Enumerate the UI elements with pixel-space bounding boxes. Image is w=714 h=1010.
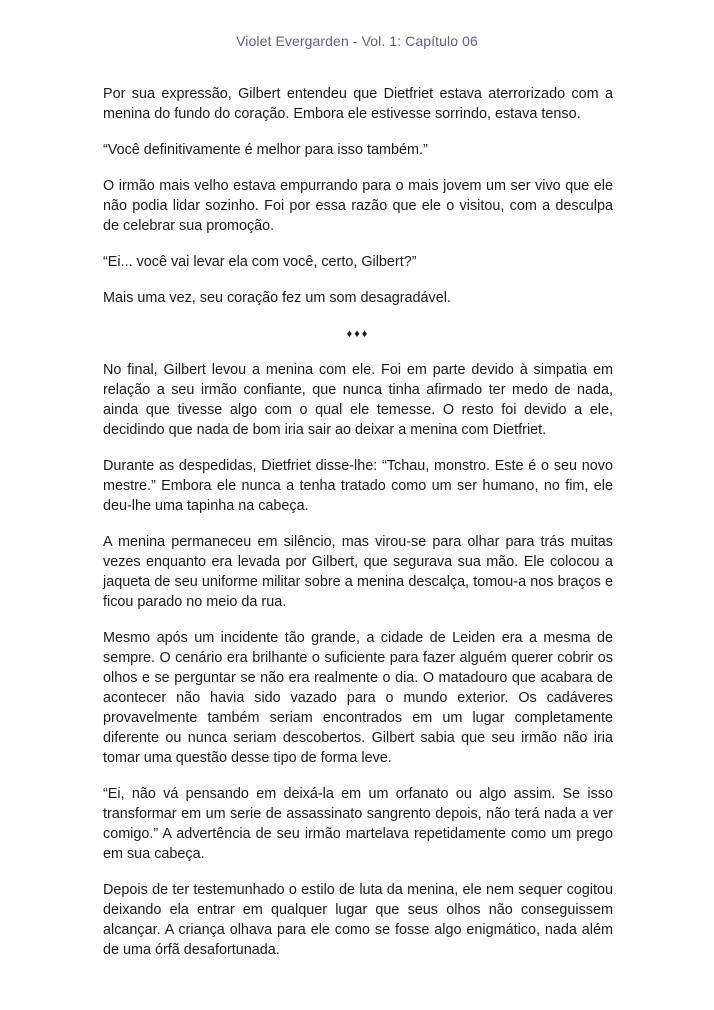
paragraph: Depois de ter testemunhado o estilo de luta da menina, ele nem sequer cogitou deixando ela entrar em qualquer lugar que seus olhos não conseguissem alcançar. A criança olhava para ele como se fosse algo enigmático, nada além de uma órfã desafortunada. [103,882,613,958]
page-header-title: Violet Evergarden - Vol. 1: Capítulo 06 [236,33,478,49]
paragraph: “Você definitivamente é melhor para isso também.” [103,142,428,158]
paragraph: Mesmo após um incidente tão grande, a cidade de Leiden era a mesma de sempre. O cenário era brilhante o suficiente para fazer alguém querer cobrir os olhos e se perguntar se não era realmente o dia. O matadouro que acabara de acontecer não havia sido vazado para o mundo exterior. Os cadáveres provavelmente também seriam encontrados em um lugar completamente diferente ou nunca seriam descobertos. Gilbert sabia que seu irmão não iria tomar uma questão desse tipo de forma leve. [103,630,613,766]
paragraph: Durante as despedidas, Dietfriet disse-lhe: “Tchau, monstro. Este é o seu novo mestre.” Embora ele nunca a tenha tratado como um ser humano, no fim, ele deu-lhe uma tapinha na cabeça. [103,458,613,514]
document-body [103,84,613,976]
paragraph: “Ei, não vá pensando em deixá-la em um orfanato ou algo assim. Se isso transformar em um serie de assassinato sangrento depois, não terá nada a ver comigo.” A advertência de seu irmão martelava repetidamente como um prego em sua cabeça. [103,786,613,862]
paragraph: No final, Gilbert levou a menina com ele. Foi em parte devido à simpatia em relação a seu irmão confiante, que nunca tinha afirmado ter medo de nada, ainda que tivesse algo com o qual ele temesse. O resto foi devido a ele, decidindo que nada de bom iria sair ao deixar a menina com Dietfriet. [103,362,613,438]
section-separator: ♦♦♦ [346,328,370,340]
paragraph: “Ei... você vai levar ela com você, certo, Gilbert?” [103,254,417,270]
paragraph: O irmão mais velho estava empurrando para o mais jovem um ser vivo que ele não podia lidar sozinho. Foi por essa razão que ele o visitou, com a desculpa de celebrar sua promoção. [103,178,613,234]
paragraph: Por sua expressão, Gilbert entendeu que Dietfriet estava aterrorizado com a menina do fundo do coração. Embora ele estivesse sorrindo, estava tenso. [103,86,613,122]
paragraph: Mais uma vez, seu coração fez um som desagradável. [103,290,451,306]
paragraph: A menina permaneceu em silêncio, mas virou-se para olhar para trás muitas vezes enquanto era levada por Gilbert, que segurava sua mão. Ele colocou a jaqueta de seu uniforme militar sobre a menina descalça, tomou-a nos braços e ficou parado no meio da rua. [103,534,613,610]
